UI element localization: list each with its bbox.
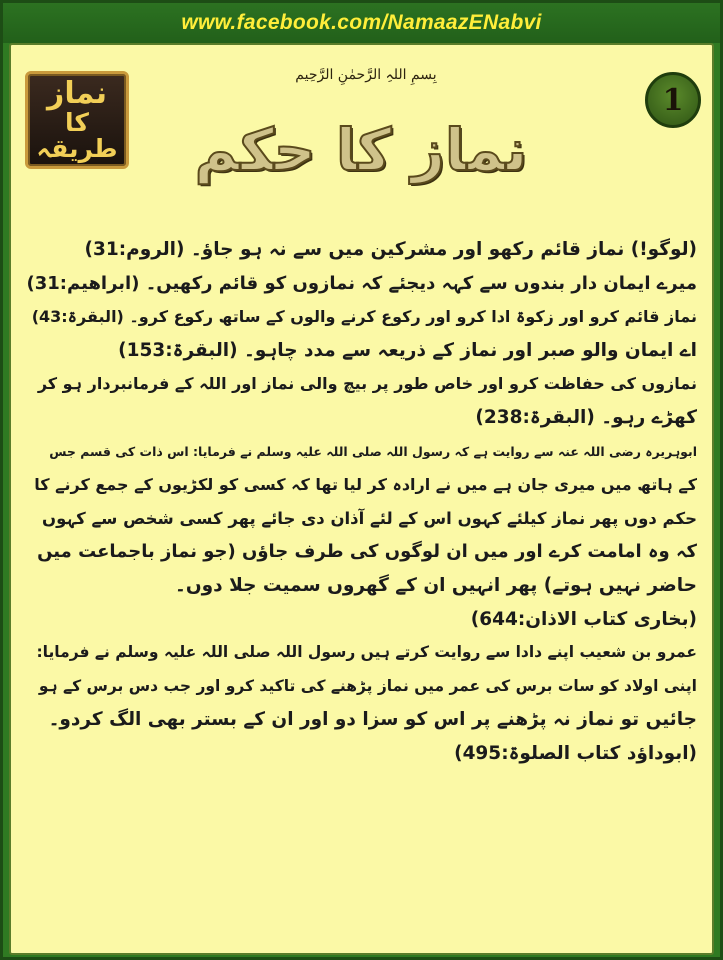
body-line: نمازوں کی حفاظت کرو اور خاص طور پر بیچ والی نماز اور اللہ کے فرمانبردار ہو کر bbox=[37, 374, 697, 394]
bismillah: بِسمِ اللہِ الرَّحمٰنِ الرَّحِیم bbox=[295, 67, 437, 83]
body-line: ابوہریرہ رضی اللہ عنہ سے روایت ہے کہ رسول اللہ صلی اللہ علیہ وسلم نے فرمایا: اس ذات کی قسم جس bbox=[49, 443, 697, 459]
body-line: نماز قائم کرو اور زکوۃ ادا کرو اور رکوع کرنے والوں کے ساتھ رکوع کرو۔ (البقرۃ:43) bbox=[31, 307, 697, 327]
body-line: میرے ایمان دار بندوں سے کہہ دیجئے کہ نمازوں کو قائم رکھیں۔ (ابراھیم:31) bbox=[26, 272, 697, 294]
content-panel bbox=[9, 43, 714, 955]
header-bar bbox=[3, 3, 720, 43]
page-title: نماز کا حکم bbox=[194, 116, 528, 184]
body-line: کہ وہ امامت کرے اور میں ان لوگوں کی طرف جاؤں (جو نماز باجماعت میں bbox=[37, 541, 697, 563]
body-line: حکم دوں پھر نماز کیلئے کہوں اس کے لئے آذان دی جائے پھر کسی شخص سے کہوں bbox=[42, 508, 697, 528]
body-line: کے ہاتھ میں میری جان ہے میں نے ارادہ کر لیا تھا کہ کسی کو لکڑیوں کے جمع کرنے کا bbox=[34, 475, 697, 495]
body-line: (ابوداؤد کتاب الصلوۃ:495) bbox=[454, 742, 697, 764]
logo-line-1: نماز bbox=[47, 76, 107, 111]
body-line: اے ایمان والو صبر اور نماز کے ذریعہ سے مدد چاہو۔ (البقرۃ:153) bbox=[118, 339, 697, 361]
page-number-badge: 1 bbox=[645, 72, 701, 128]
facebook-link[interactable]: www.facebook.com/NamaazENabvi bbox=[181, 11, 542, 34]
body-line: جائیں تو نماز نہ پڑھنے پر اس کو سزا دو اور ان کے بستر بھی الگ کردو۔ bbox=[48, 709, 697, 731]
body-line: حاضر نہیں ہوتے) پھر انہیں ان کے گھروں سمیت جلا دوں۔ bbox=[175, 574, 697, 596]
namaz-logo bbox=[25, 71, 129, 169]
body-line: (لوگو!) نماز قائم رکھو اور مشرکین میں سے نہ ہو جاؤ۔ (الروم:31) bbox=[84, 239, 697, 260]
body-line: کھڑے رہو۔ (البقرۃ:238) bbox=[475, 406, 697, 428]
body-line: اپنی اولاد کو سات برس کی عمر میں نماز پڑھنے کی تاکید کرو اور جب دس برس کے ہو bbox=[38, 676, 697, 695]
body-line: (بخاری کتاب الاذان:644) bbox=[470, 608, 697, 630]
logo-line-2: کا طریقہ bbox=[36, 107, 118, 163]
body-text bbox=[25, 233, 697, 771]
body-line: عمرو بن شعیب اپنے دادا سے روایت کرتے ہیں رسول اللہ صلی اللہ علیہ وسلم نے فرمایا: bbox=[36, 643, 697, 662]
